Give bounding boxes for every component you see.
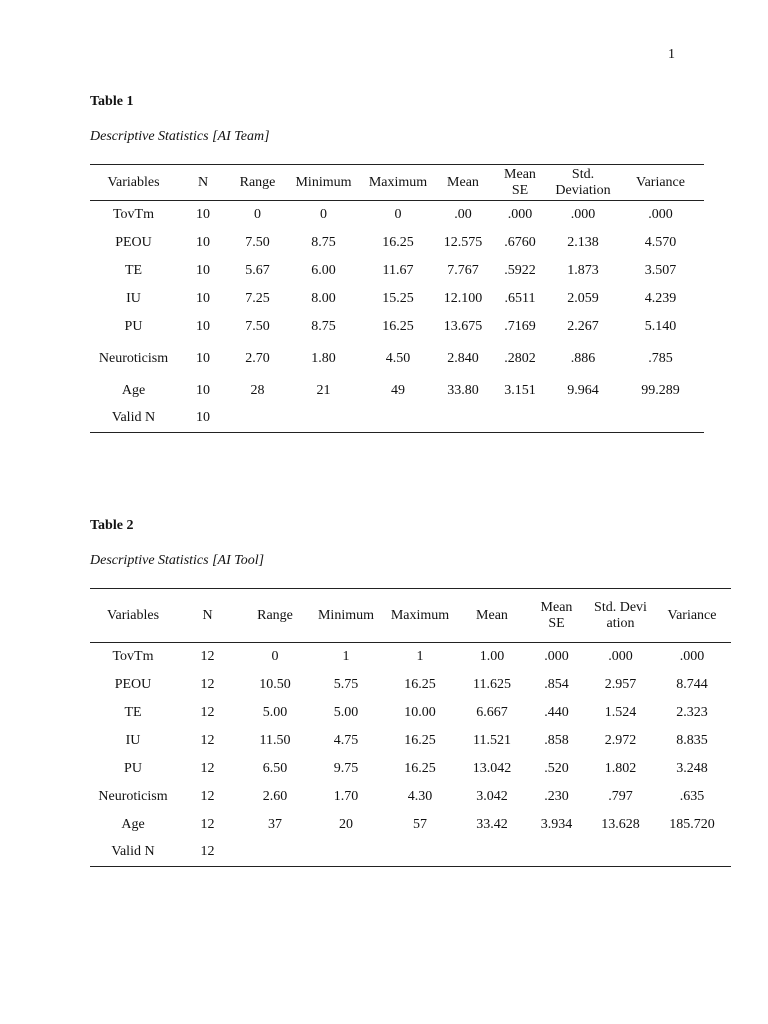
column-header: Variables (90, 165, 177, 201)
table-cell: 99.289 (641, 382, 680, 398)
table-2-header-row (90, 589, 731, 643)
table-cell (381, 839, 459, 867)
table-cell: 8.00 (311, 290, 336, 306)
table-row (90, 285, 704, 313)
table-cell: 4.239 (644, 290, 677, 306)
table-cell: 7.25 (245, 290, 270, 306)
table-cell: 1 (416, 648, 424, 664)
table-cell: 1.524 (604, 704, 637, 720)
table-cell: 1 (342, 648, 350, 664)
table-cell: 4.75 (333, 732, 359, 748)
column-header: Variance (617, 165, 704, 201)
table-cell: 185.720 (669, 816, 715, 832)
table-cell (311, 839, 381, 867)
table-cell: 1.873 (567, 262, 599, 278)
table-cell: 13.628 (601, 816, 640, 832)
table-cell: 2.957 (604, 676, 637, 692)
table-cell (435, 405, 491, 433)
row-label: Age (121, 382, 146, 398)
table-cell: 33.42 (476, 816, 508, 832)
table-cell: 3.042 (476, 788, 508, 804)
table-cell: 12 (200, 676, 215, 692)
table-cell: 6.00 (311, 262, 336, 278)
table-1 (90, 164, 704, 433)
table-cell: 3.248 (676, 760, 708, 776)
table-cell: 2.323 (676, 704, 708, 720)
table-cell: .886 (570, 350, 596, 366)
table-cell: .785 (648, 350, 673, 366)
row-label: TovTm (112, 648, 154, 664)
table-cell: .000 (544, 648, 569, 664)
table-row (90, 783, 731, 811)
table-cell: 6.50 (262, 760, 288, 776)
table-cell: 5.67 (245, 262, 270, 278)
table-cell (239, 839, 311, 867)
table-cell: 16.25 (382, 318, 414, 334)
table-cell: .854 (544, 676, 569, 692)
table-cell: 10 (196, 234, 210, 250)
table-cell: .000 (507, 206, 533, 222)
table-cell: 10 (196, 206, 210, 222)
table-cell: 11.50 (259, 732, 291, 748)
table-cell: 11.625 (473, 676, 511, 692)
table-cell: 1.80 (311, 350, 336, 366)
table-cell: 16.25 (404, 676, 436, 692)
table-2 (90, 588, 731, 867)
table-2-body (90, 643, 731, 867)
table-cell (588, 839, 653, 867)
column-header: Maximum (361, 165, 435, 201)
table-cell: 6.667 (476, 704, 508, 720)
table-cell (491, 405, 549, 433)
table-cell: 7.50 (245, 234, 270, 250)
table-cell: 9.75 (333, 760, 359, 776)
table-row (90, 699, 731, 727)
table-cell: 16.25 (382, 234, 414, 250)
table-cell: .7169 (504, 318, 536, 334)
table-cell: 3.934 (540, 816, 573, 832)
table-cell: 10 (196, 410, 210, 426)
table-cell: 49 (391, 382, 405, 398)
table-2-caption: Descriptive Statistics [AI Tool] (90, 553, 265, 568)
column-header: Minimum (286, 165, 361, 201)
table-cell: 11.521 (473, 732, 511, 748)
table-row (90, 839, 731, 867)
table-cell: .000 (648, 206, 673, 222)
table-cell: 3.507 (644, 262, 677, 278)
table-cell: 10.50 (259, 676, 291, 692)
row-label: Neuroticism (98, 350, 169, 366)
table-cell: .520 (544, 760, 569, 776)
table-cell: .635 (679, 788, 705, 804)
table-cell: 5.75 (333, 676, 359, 692)
row-label: Valid N (111, 844, 155, 860)
table-cell: 8.835 (676, 732, 708, 748)
table-cell: 2.138 (567, 234, 599, 250)
table-cell: 4.570 (644, 234, 677, 250)
row-label: TE (124, 704, 142, 720)
table-cell: 12 (200, 788, 215, 804)
table-cell: 37 (268, 816, 282, 832)
table-row (90, 405, 704, 433)
table-cell: 12 (200, 816, 215, 832)
table-cell: 10 (196, 382, 210, 398)
table-cell: 0 (394, 206, 402, 222)
table-cell: 12.575 (443, 234, 483, 250)
column-header: N (177, 165, 229, 201)
table-cell: 10 (196, 262, 210, 278)
table-cell: 2.267 (567, 318, 599, 334)
table-cell (229, 405, 286, 433)
table-cell: 5.140 (644, 318, 677, 334)
table-cell: 10 (196, 350, 210, 366)
table-cell (361, 405, 435, 433)
table-cell: 2.059 (567, 290, 599, 306)
table-cell: 16.25 (404, 760, 436, 776)
table-cell: .440 (544, 704, 569, 720)
table-row (90, 643, 731, 671)
table-cell (459, 839, 525, 867)
table-row (90, 229, 704, 257)
table-cell: 1.802 (604, 760, 637, 776)
table-cell: 0 (254, 206, 261, 222)
table-cell: .00 (454, 206, 472, 222)
table-cell: .2802 (504, 350, 536, 366)
table-cell: .000 (608, 648, 633, 664)
row-label: TE (124, 262, 143, 278)
table-cell: 9.964 (567, 382, 599, 398)
table-cell: .858 (544, 732, 569, 748)
column-header: Variance (653, 589, 731, 643)
table-cell: 8.75 (311, 234, 336, 250)
table-cell: 28 (250, 382, 265, 398)
table-row (90, 377, 704, 405)
table-1-body (90, 201, 704, 433)
row-label: PEOU (115, 234, 152, 250)
table-cell: .5922 (504, 262, 536, 278)
table-row (90, 811, 731, 839)
table-cell: .797 (608, 788, 633, 804)
table-cell: 8.75 (311, 318, 336, 334)
table-2-label: Table 2 (90, 518, 134, 533)
table-cell: 2.70 (245, 350, 270, 366)
column-header: Maximum (381, 589, 459, 643)
table-1-label: Table 1 (90, 94, 134, 109)
column-header: Std. Deviation (588, 589, 653, 643)
table-1-caption: Descriptive Statistics [AI Team] (90, 129, 270, 144)
row-label: PEOU (114, 676, 152, 692)
table-cell: 5.00 (262, 704, 288, 720)
column-header: Minimum (311, 589, 381, 643)
table-cell: 16.25 (404, 732, 436, 748)
row-label: PU (124, 760, 142, 776)
table-cell: .000 (679, 648, 705, 664)
table-cell: 3.151 (504, 382, 536, 398)
column-header: Range (239, 589, 311, 643)
table-cell (617, 405, 704, 433)
column-header: Mean (459, 589, 525, 643)
table-cell: 10.00 (404, 704, 436, 720)
table-cell (653, 839, 731, 867)
table-cell: 20 (339, 816, 353, 832)
table-cell: .6760 (504, 234, 536, 250)
table-cell: 2.60 (262, 788, 288, 804)
table-cell: 4.30 (407, 788, 433, 804)
table-cell: 15.25 (382, 290, 414, 306)
table-cell: 4.50 (385, 350, 411, 366)
table-row (90, 201, 704, 229)
table-cell: 2.972 (604, 732, 637, 748)
table-cell: 1.00 (479, 648, 505, 664)
page-number: 1 (668, 47, 675, 62)
row-label: Valid N (111, 410, 156, 426)
table-cell: 1.70 (333, 788, 359, 804)
table-cell: 5.00 (333, 704, 359, 720)
table-cell: 7.767 (447, 262, 479, 278)
row-label: IU (125, 732, 141, 748)
table-cell: 57 (413, 816, 427, 832)
table-cell: 12 (200, 704, 215, 720)
table-cell: 12 (200, 732, 215, 748)
table-row (90, 313, 704, 341)
table-cell: 0 (271, 648, 279, 664)
table-cell: 13.042 (472, 760, 512, 776)
table-row (90, 257, 704, 285)
table-cell (549, 405, 617, 433)
table-cell (525, 839, 588, 867)
table-cell: 8.744 (676, 676, 708, 692)
table-cell: 12.100 (443, 290, 483, 306)
table-cell: 12 (200, 760, 215, 776)
row-label: Age (121, 816, 145, 832)
column-header: Variables (90, 589, 176, 643)
table-cell: 10 (196, 290, 210, 306)
table-cell: 7.50 (245, 318, 270, 334)
table-row (90, 341, 704, 377)
column-header: Std. Deviation (549, 165, 617, 201)
table-cell: 12 (200, 844, 215, 860)
table-cell: 13.675 (443, 318, 483, 334)
column-header: N (176, 589, 239, 643)
column-header: Mean (435, 165, 491, 201)
row-label: PU (124, 318, 143, 334)
table-cell: 33.80 (447, 382, 479, 398)
table-cell: 2.840 (447, 350, 479, 366)
column-header: Range (229, 165, 286, 201)
table-row (90, 671, 731, 699)
table-cell: .6511 (504, 290, 536, 306)
table-cell: 0 (320, 206, 327, 222)
table-cell: .230 (544, 788, 569, 804)
table-row (90, 727, 731, 755)
table-cell: 11.67 (382, 262, 414, 278)
table-cell: 21 (316, 382, 331, 398)
column-header: Mean SE (491, 165, 549, 201)
row-label: IU (126, 290, 141, 306)
row-label: TovTm (112, 206, 154, 222)
row-label: Neuroticism (98, 788, 168, 804)
table-cell: 10 (196, 318, 210, 334)
table-row (90, 755, 731, 783)
table-cell: 12 (200, 648, 215, 664)
table-cell: .000 (570, 206, 596, 222)
column-header: Mean SE (525, 589, 588, 643)
table-cell (286, 405, 361, 433)
table-1-header-row (90, 165, 704, 201)
